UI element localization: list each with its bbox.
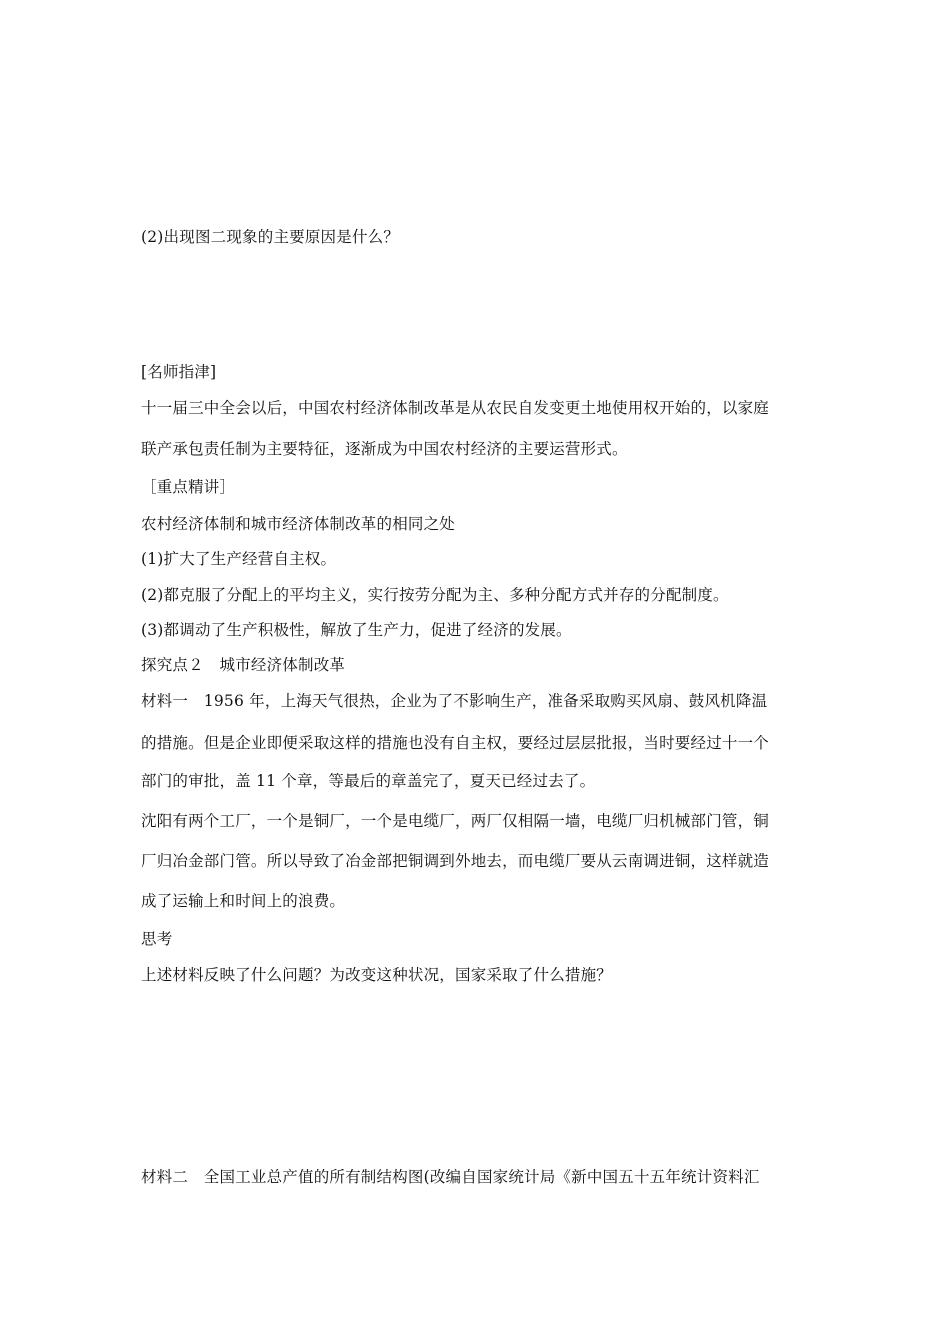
key-point-item-3: (3)都调动了生产积极性，解放了生产力，促进了经济的发展。 xyxy=(141,621,572,639)
material-1-line-3: 部门的审批，盖 11 个章，等最后的章盖完了，夏天已经过去了。 xyxy=(141,772,596,790)
teacher-guidance-heading: [名师指津] xyxy=(141,363,217,381)
shenyang-paragraph-line-3: 成了运输上和时间上的浪费。 xyxy=(141,892,346,910)
shenyang-paragraph-line-1: 沈阳有两个工厂，一个是铜厂，一个是电缆厂，两厂仅相隔一墙，电缆厂归机械部门管，铜 xyxy=(141,812,770,830)
think-heading: 思考 xyxy=(141,930,173,948)
key-point-item-1: (1)扩大了生产经营自主权。 xyxy=(141,550,337,568)
teacher-guidance-text-line-2: 联产承包责任制为主要特征，逐渐成为中国农村经济的主要运营形式。 xyxy=(141,440,628,458)
key-point-item-2: (2)都克服了分配上的平均主义，实行按劳分配为主、多种分配方式并存的分配制度。 xyxy=(141,586,729,604)
material-1-line-1: 材料一 1956 年，上海天气很热，企业为了不影响生产，准备采取购买风扇、鼓风机降温 xyxy=(141,692,768,710)
key-points-title: 农村经济体制和城市经济体制改革的相同之处 xyxy=(141,515,456,533)
question-2: (2)出现图二现象的主要原因是什么？ xyxy=(141,228,400,246)
think-question: 上述材料反映了什么问题？为改变这种状况，国家采取了什么措施？ xyxy=(141,966,613,984)
teacher-guidance-text-line-1: 十一届三中全会以后，中国农村经济体制改革是从农民自发变更土地使用权开始的，以家庭 xyxy=(141,399,770,417)
explore-point-heading: 探究点２ 城市经济体制改革 xyxy=(141,656,346,674)
shenyang-paragraph-line-2: 厂归冶金部门管。所以导致了冶金部把铜调到外地去，而电缆厂要从云南调进铜，这样就造 xyxy=(141,852,770,870)
material-1-line-2: 的措施。但是企业即便采取这样的措施也没有自主权，要经过层层批报，当时要经过十一个 xyxy=(141,734,770,752)
material-2-line-1: 材料二 全国工业总产值的所有制结构图(改编自国家统计局《新中国五十五年统计资料汇 xyxy=(141,1168,760,1186)
key-points-heading: ［重点精讲］ xyxy=(141,478,236,496)
